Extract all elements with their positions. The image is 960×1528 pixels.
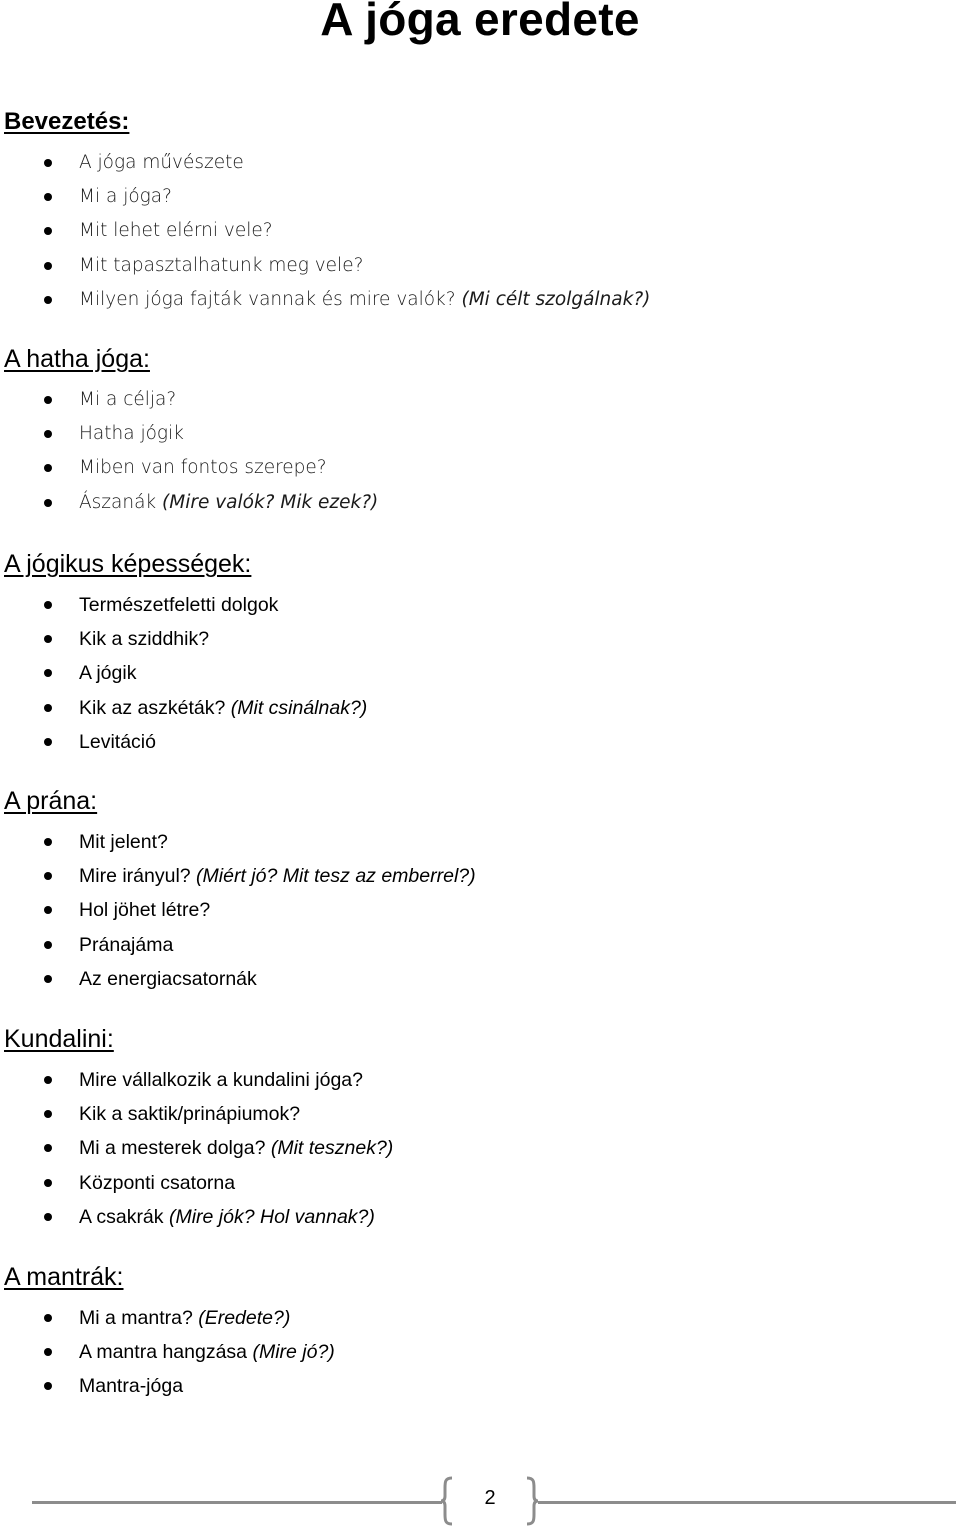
section-heading: A prána: xyxy=(4,787,98,815)
list-item: A jógik xyxy=(4,656,904,690)
section-kundalini xyxy=(4,1021,904,1234)
bullet-list xyxy=(4,146,904,317)
item-note: (Mit tesznek?) xyxy=(270,1137,394,1160)
list-item: Hol jöhet létre? xyxy=(4,893,904,927)
section-hatha-joga xyxy=(4,341,904,520)
item-note: (Mit csinálnak?) xyxy=(230,696,368,719)
right-brace-icon xyxy=(525,1476,539,1526)
list-item: Milyen jóga fajták vannak és mire valók? (Mi célt szolgálnak?) xyxy=(4,283,904,317)
list-item: Pránajáma xyxy=(4,928,904,962)
section-heading: A jógikus képességek: xyxy=(4,550,252,578)
list-item: Az energiacsatornák xyxy=(4,962,904,996)
list-item: Mit tapasztalhatunk meg vele? xyxy=(4,249,904,283)
item-note: (Mi célt szolgálnak?) xyxy=(461,288,651,310)
section-jogikus-kepessegek xyxy=(4,546,904,759)
item-note: (Mire jók? Hol vannak?) xyxy=(168,1205,375,1228)
list-item: A csakrák (Mire jók? Hol vannak?) xyxy=(4,1200,904,1234)
list-item: Miben van fontos szerepe? xyxy=(4,451,904,485)
list-item: A mantra hangzása (Mire jó?) xyxy=(4,1335,904,1369)
list-item: Mit jelent? xyxy=(4,825,904,859)
list-item: A jóga művészete xyxy=(4,146,904,180)
footer-rule-right xyxy=(538,1501,956,1504)
page-number: 2 xyxy=(484,1487,496,1509)
item-note: (Mire jó?) xyxy=(252,1341,335,1364)
list-item: Mi a célja? xyxy=(4,383,904,417)
list-item: Mantra-jóga xyxy=(4,1369,904,1403)
item-note: (Miért jó? Mit tesz az emberrel?) xyxy=(196,865,476,888)
section-heading: Kundalini: xyxy=(4,1025,114,1053)
list-item: Levitáció xyxy=(4,725,904,759)
page-title: A jóga eredete xyxy=(320,0,640,45)
section-prana xyxy=(4,783,904,996)
item-note: (Eredete?) xyxy=(198,1307,291,1329)
list-item: Központi csatorna xyxy=(4,1166,904,1200)
bullet-list xyxy=(4,1301,904,1404)
list-item: Kik az aszkéták? (Mit csinálnak?) xyxy=(4,691,904,725)
list-item: Mi a mantra? (Eredete?) xyxy=(4,1301,904,1335)
list-item: Mire vállalkozik a kundalini jóga? xyxy=(4,1063,904,1097)
list-item: Kik a sziddhik? xyxy=(4,622,904,656)
section-heading: A mantrák: xyxy=(4,1263,124,1291)
list-item: Természetfeletti dolgok xyxy=(4,588,904,622)
list-item: Hatha jógik xyxy=(4,417,904,451)
section-heading: A hatha jóga: xyxy=(4,345,150,373)
list-item: Kik a saktik/prinápiumok? xyxy=(4,1097,904,1131)
section-heading: Bevezetés: xyxy=(4,108,130,135)
bullet-list xyxy=(4,1063,904,1234)
bullet-list xyxy=(4,383,904,520)
left-brace-icon xyxy=(440,1476,454,1526)
section-mantrak xyxy=(4,1259,904,1404)
item-note: (Mire valók? Mik ezek?) xyxy=(162,491,379,513)
bullet-list xyxy=(4,588,904,759)
section-bevezetes xyxy=(4,104,904,317)
list-item: Mit lehet elérni vele? xyxy=(4,214,904,248)
list-item: Mi a jóga? xyxy=(4,180,904,214)
list-item: Ászanák (Mire valók? Mik ezek?) xyxy=(4,486,904,520)
bullet-list xyxy=(4,825,904,996)
list-item: Mire irányul? (Miért jó? Mit tesz az emberrel?) xyxy=(4,859,904,893)
list-item: Mi a mesterek dolga? (Mit tesznek?) xyxy=(4,1131,904,1165)
footer-rule-left xyxy=(32,1501,442,1504)
